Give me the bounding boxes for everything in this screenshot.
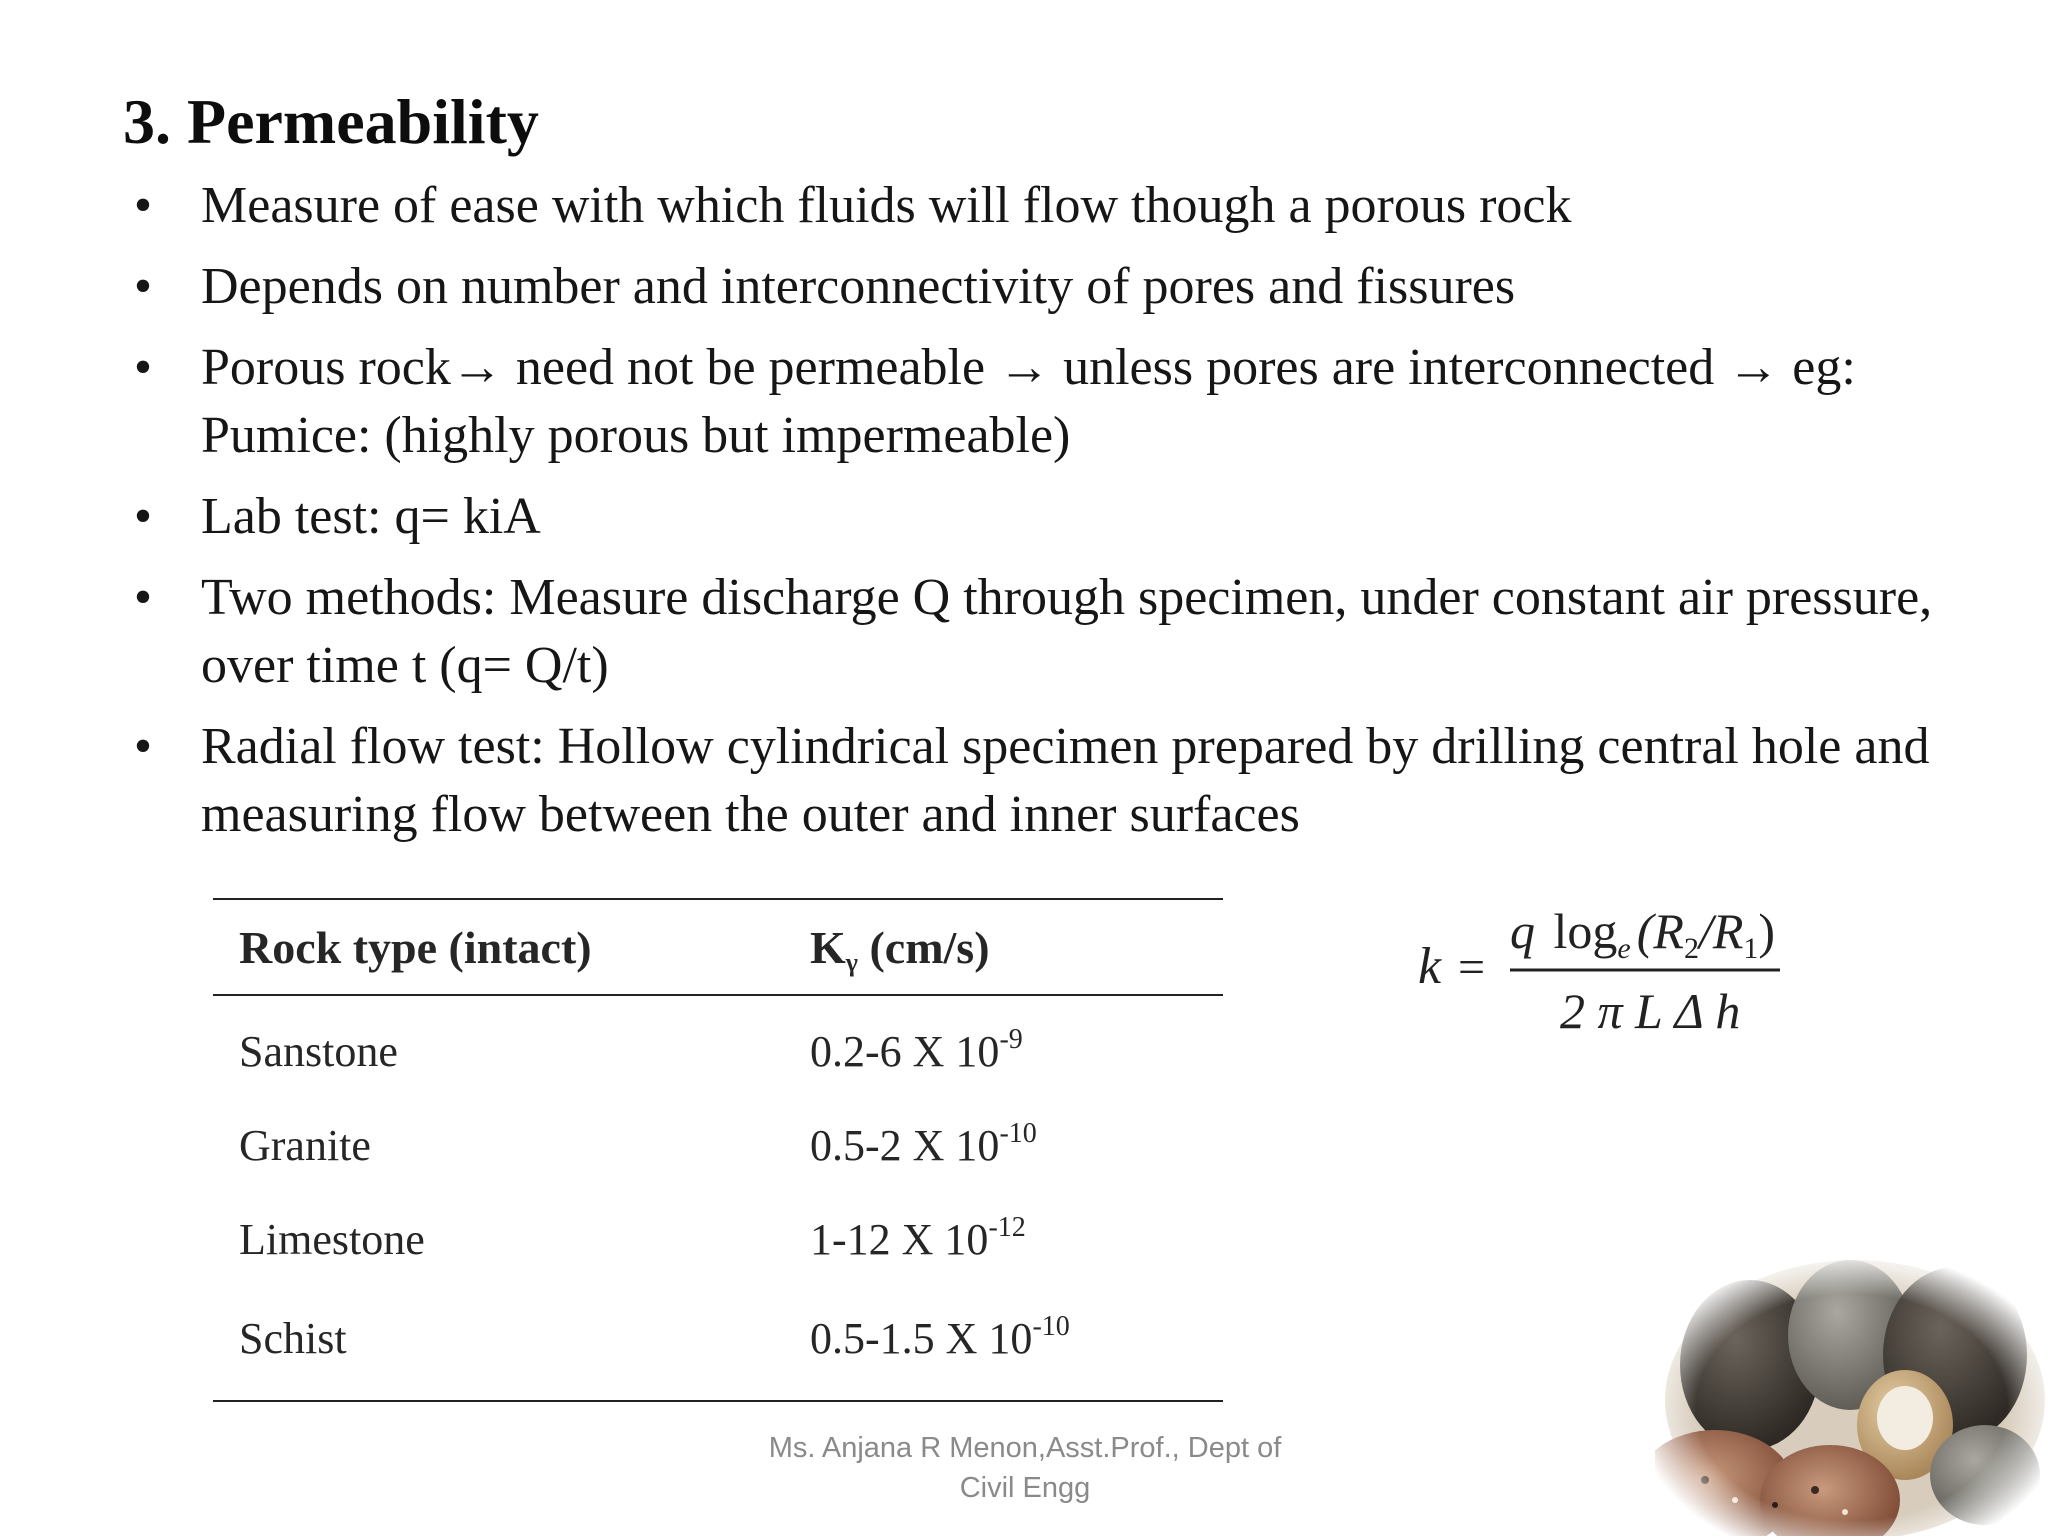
- k-mantissa: 0.2-6 X 10: [810, 1026, 1000, 1076]
- k-value-cell: [784, 1192, 1223, 1286]
- formula-q: q: [1510, 903, 1535, 959]
- formula-log: log: [1553, 903, 1618, 959]
- table-row: [213, 995, 1223, 1098]
- k-value-cell: [784, 995, 1223, 1098]
- bullet-dot: •: [133, 339, 153, 396]
- footer-line-2: Civil Engg: [959, 1472, 1091, 1504]
- footer-credit: [700, 1428, 1350, 1508]
- formula-numerator: [1510, 903, 1775, 965]
- k-exponent: -12: [988, 1211, 1026, 1243]
- header-k-value: [784, 899, 1223, 995]
- bullet-item: [123, 564, 1943, 700]
- k-mantissa: 0.5-2 X 10: [810, 1120, 1000, 1170]
- k-subscript: γ: [845, 947, 858, 977]
- formula-equals: =: [1458, 941, 1486, 994]
- bullet-item: [123, 334, 1943, 470]
- formula-log-base: e: [1617, 932, 1631, 965]
- bullet-text: Lab test: q= kiA: [201, 488, 541, 545]
- table-row: [213, 1286, 1223, 1401]
- bullet-dot: •: [133, 177, 153, 234]
- k-exponent: -10: [999, 1117, 1037, 1149]
- rock-name-cell: Schist: [213, 1286, 784, 1401]
- k-mantissa: 0.5-1.5 X 10: [810, 1313, 1033, 1363]
- k-mantissa: 1-12 X 10: [810, 1214, 989, 1264]
- table-row: [213, 1192, 1223, 1286]
- bullet-dot: •: [133, 718, 153, 775]
- k-value-cell: [784, 1286, 1223, 1401]
- formula-r1-sub: 1: [1743, 932, 1759, 965]
- bullet-dot: •: [133, 488, 153, 545]
- bullet-item: [123, 483, 1943, 551]
- bullet-list: [123, 172, 1943, 862]
- bullet-item: [123, 253, 1943, 321]
- table-header-row: [213, 899, 1223, 995]
- bullet-text: Measure of ease with which fluids will flow though a porous rock: [201, 177, 1572, 234]
- radial-flow-formula: [1410, 880, 1830, 1060]
- formula-denominator: 2 π L Δ h: [1560, 983, 1741, 1039]
- permeability-table: [213, 898, 1223, 1402]
- rock-cores-image: [1655, 1250, 2048, 1536]
- bullet-dot: •: [133, 258, 153, 315]
- table-row: [213, 1098, 1223, 1192]
- bullet-text: Radial flow test: Hollow cylindrical specimen prepared by drilling central hole and measuring flow between the outer and inner surfaces: [201, 718, 1930, 843]
- k-exponent: -10: [1032, 1310, 1070, 1342]
- formula-r2-sub: 2: [1683, 932, 1699, 965]
- k-value-cell: [784, 1098, 1223, 1192]
- bullet-item: [123, 172, 1943, 240]
- bullet-text: Depends on number and interconnectivity of pores and fissures: [201, 258, 1516, 315]
- k-unit: (cm/s): [857, 921, 990, 973]
- formula-lhs: k: [1418, 938, 1442, 995]
- slide-title: 3. Permeability: [123, 86, 539, 157]
- formula-ratio-mid: /R: [1698, 903, 1744, 959]
- rock-name-cell: Sanstone: [239, 1026, 398, 1076]
- bullet-item: [123, 713, 1943, 849]
- bullet-text: Two methods: Measure discharge Q through specimen, under constant air pressure, over time t (q= Q/t): [201, 569, 1933, 694]
- rock-name-cell: Limestone: [239, 1214, 425, 1264]
- rock-name-cell: Granite: [239, 1120, 371, 1170]
- k-symbol: K: [810, 921, 846, 973]
- formula-ratio-close: ): [1758, 903, 1776, 959]
- bullet-dot: •: [133, 569, 153, 626]
- formula-ratio-open: (R: [1636, 903, 1684, 959]
- footer-line-1: Ms. Anjana R Menon,Asst.Prof., Dept of: [768, 1432, 1282, 1464]
- bullet-text: Porous rock→ need not be permeable → unless pores are interconnected → eg: Pumice: (highly porous but impermeable): [201, 339, 1856, 464]
- k-exponent: -9: [999, 1023, 1023, 1055]
- header-rock-type: Rock type (intact): [213, 899, 784, 995]
